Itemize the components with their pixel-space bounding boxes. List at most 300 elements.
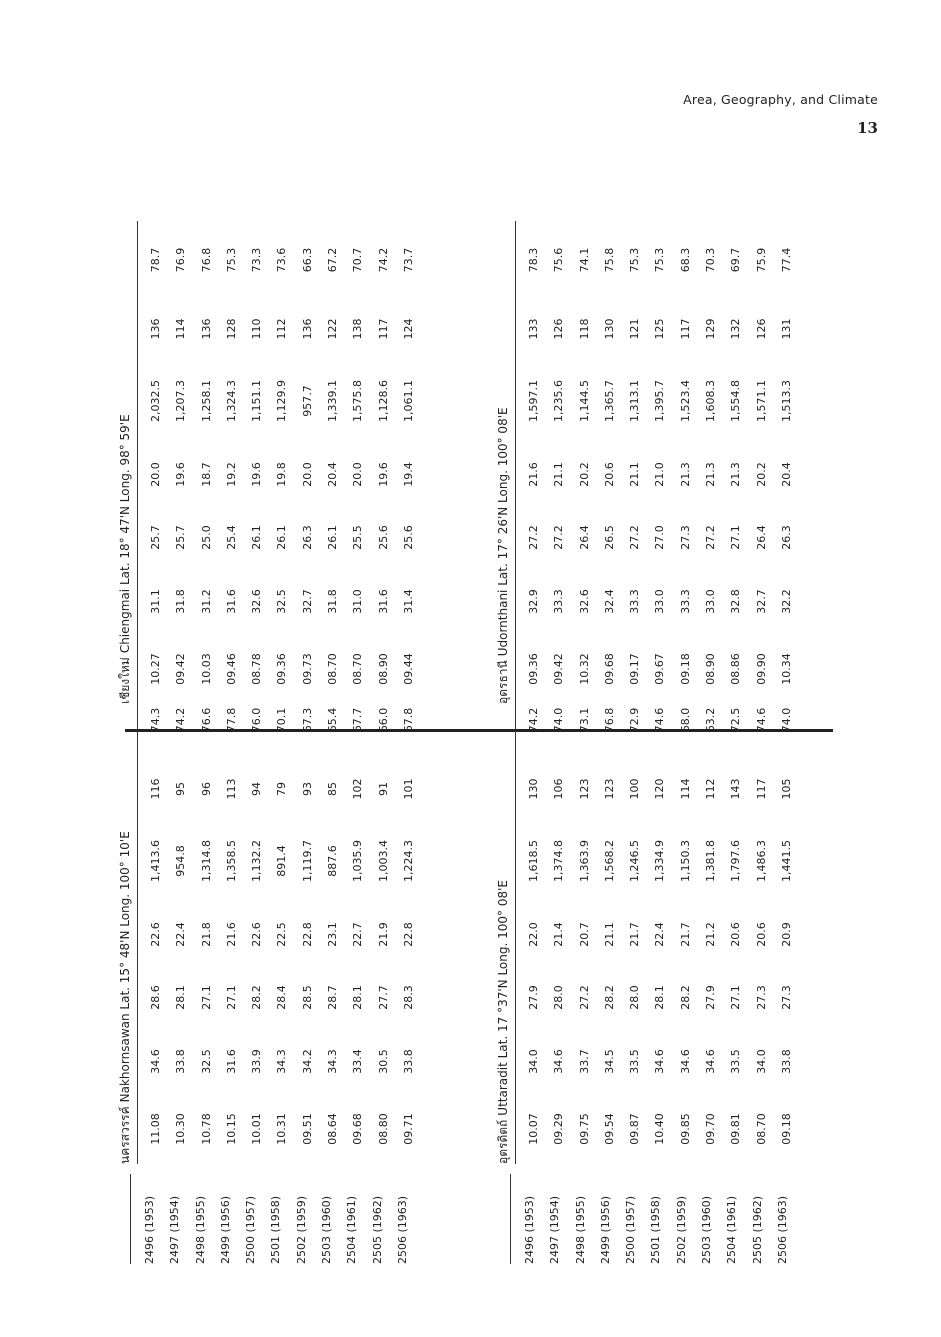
table-cell: 957.7 — [300, 385, 314, 417]
table-cell: 10.32 — [577, 653, 591, 685]
table-cell: 34.5 — [602, 1049, 616, 1074]
table-cell: 1,339.1 — [326, 380, 340, 422]
table-row — [244, 681, 269, 1164]
table-cell: 27.9 — [704, 985, 718, 1010]
table-cell: 09.75 — [577, 1113, 591, 1145]
table-cell: 34.6 — [704, 1049, 718, 1074]
station-thai-name: อุตรดิตถ์ — [496, 1119, 510, 1164]
station-thai-name: นครสวรรค์ — [118, 1106, 132, 1164]
table-cell: 75.8 — [602, 247, 616, 273]
table-cell: 33.3 — [628, 589, 642, 614]
table-cell: 1,381.8 — [704, 840, 718, 882]
table-cell: 76.9 — [174, 247, 188, 273]
table-cell: 28.0 — [552, 985, 566, 1010]
year-column-top — [130, 1174, 415, 1264]
table-cell: 28.5 — [300, 985, 314, 1010]
year-cell: 2500 (1957) — [624, 1195, 638, 1264]
table-cell: 117 — [678, 318, 692, 340]
table-cell: 129 — [704, 318, 718, 340]
table-cell: 09.17 — [628, 653, 642, 685]
table-cell: 1,568.2 — [602, 840, 616, 882]
table-cell: 31.8 — [174, 589, 188, 614]
table-row — [219, 221, 244, 704]
table-cell: 34.2 — [300, 1049, 314, 1074]
table-cell: 21.3 — [704, 462, 718, 487]
table-cell: 09.54 — [602, 1113, 616, 1145]
table-cell: 33.7 — [577, 1049, 591, 1074]
table-cell: 1,313.1 — [628, 380, 642, 422]
table-cell: 10.34 — [779, 653, 793, 685]
table-cell: 22.8 — [401, 922, 415, 947]
table-cell: 74.3 — [149, 707, 162, 733]
table-cell: 22.6 — [149, 922, 162, 947]
table-cell: 75.6 — [552, 247, 566, 273]
table-cell: 76.8 — [199, 247, 213, 273]
page-header — [683, 92, 878, 137]
station-location: Lat. 15° 48'N Long. 100° 10'E — [118, 831, 132, 1010]
table-row — [345, 221, 370, 704]
table-cell: 09.90 — [754, 653, 768, 685]
table-cell: 20.4 — [326, 462, 340, 487]
table-cell: 954.8 — [174, 845, 188, 877]
table-cell: 32.5 — [275, 589, 289, 614]
table-cell: 26.5 — [602, 525, 616, 550]
table-cell: 130 — [602, 318, 616, 340]
table-cell: 08.70 — [754, 1113, 768, 1145]
table-cell: 08.64 — [326, 1113, 340, 1145]
table-cell: 09.87 — [628, 1113, 642, 1145]
table-row — [219, 681, 244, 1164]
table-cell: 106 — [552, 778, 566, 800]
table-cell: 75.9 — [754, 247, 768, 273]
table-cell: 09.18 — [779, 1113, 793, 1145]
table-cell: 1,324.3 — [224, 380, 238, 422]
table-cell: 33.8 — [174, 1049, 188, 1074]
table-cell: 1,374.8 — [552, 840, 566, 882]
table-cell: 19.6 — [376, 462, 390, 487]
table-cell: 77.8 — [224, 707, 238, 733]
station-name: Uttaradit — [496, 1062, 510, 1116]
table-cell: 21.1 — [628, 462, 642, 487]
table-cell: 10.40 — [653, 1113, 667, 1145]
table-row — [749, 681, 774, 1164]
station-block-uttaradit — [493, 681, 823, 1164]
table-cell: 74.1 — [577, 247, 591, 273]
table-row — [295, 681, 320, 1164]
table-cell: 136 — [300, 318, 314, 340]
year-cell: 2505 (1962) — [750, 1195, 764, 1264]
table-cell: 1,003.4 — [376, 840, 390, 882]
table-cell: 891.4 — [275, 845, 289, 877]
table-cell: 21.3 — [729, 462, 743, 487]
table-cell: 28.6 — [149, 985, 162, 1010]
table-cell: 20.0 — [149, 462, 162, 487]
table-cell: 19.6 — [174, 462, 188, 487]
table-cell: 27.2 — [628, 525, 642, 550]
table-cell: 27.3 — [678, 525, 692, 550]
table-row — [774, 221, 799, 704]
table-row — [597, 681, 622, 1164]
table-row — [345, 681, 370, 1164]
table-cell: 25.7 — [174, 525, 188, 550]
station-block-udornthani — [493, 221, 823, 704]
year-cell: 2496 (1953) — [143, 1195, 156, 1264]
table-cell: 105 — [779, 778, 793, 800]
year-cell: 2504 (1961) — [345, 1195, 359, 1264]
station-thai-name: เชียงใหม่ — [118, 657, 132, 704]
table-cell: 1,258.1 — [199, 380, 213, 422]
year-cell: 2500 (1957) — [244, 1195, 258, 1264]
station-block-chiengmai — [115, 221, 445, 704]
table-row — [647, 221, 672, 704]
table-cell: 33.8 — [401, 1049, 415, 1074]
table-cell: 130 — [527, 778, 540, 800]
year-cell: 2497 (1954) — [548, 1195, 562, 1264]
table-cell: 120 — [653, 778, 667, 800]
table-cell: 1,235.6 — [552, 380, 566, 422]
table-cell: 18.7 — [199, 462, 213, 487]
table-cell: 09.68 — [602, 653, 616, 685]
table-cell: 1,150.3 — [678, 840, 692, 882]
table-cell: 32.9 — [527, 589, 540, 614]
table-cell: 122 — [326, 318, 340, 340]
table-cell: 09.71 — [401, 1113, 415, 1145]
table-cell: 25.0 — [199, 525, 213, 550]
table-cell: 09.46 — [224, 653, 238, 685]
table-cell: 09.36 — [275, 653, 289, 685]
table-row — [320, 681, 345, 1164]
table-cell: 26.4 — [577, 525, 591, 550]
table-cell: 26.3 — [779, 525, 793, 550]
table-cell: 09.42 — [174, 653, 188, 685]
table-cell: 1,129.9 — [275, 380, 289, 422]
table-cell: 10.07 — [527, 1113, 540, 1145]
table-row — [673, 221, 698, 704]
table-row — [546, 221, 571, 704]
table-cell: 09.51 — [300, 1113, 314, 1145]
table-cell: 31.1 — [149, 589, 162, 614]
table-cell: 33.0 — [653, 589, 667, 614]
table-cell: 27.1 — [224, 985, 238, 1010]
table-cell: 95 — [174, 782, 188, 796]
table-cell: 21.2 — [704, 922, 718, 947]
table-cell: 31.0 — [351, 589, 365, 614]
table-cell: 1,554.8 — [729, 380, 743, 422]
table-cell: 121 — [628, 318, 642, 340]
table-cell: 78.3 — [527, 247, 540, 273]
table-cell: 08.80 — [376, 1113, 390, 1145]
table-cell: 19.4 — [401, 462, 415, 487]
table-cell: 1,224.3 — [401, 840, 415, 882]
table-cell: 25.5 — [351, 525, 365, 550]
table-cell: 10.03 — [199, 653, 213, 685]
table-cell: 25.7 — [149, 525, 162, 550]
table-row — [396, 221, 421, 704]
table-cell: 08.90 — [704, 653, 718, 685]
table-cell: 65.4 — [326, 707, 340, 733]
table-row — [572, 221, 597, 704]
table-cell: 1,128.6 — [376, 380, 390, 422]
table-cell: 19.8 — [275, 462, 289, 487]
table-row — [698, 681, 723, 1164]
table-cell: 25.6 — [376, 525, 390, 550]
table-row — [673, 681, 698, 1164]
table-cell: 1,523.4 — [678, 380, 692, 422]
table-cell: 28.2 — [250, 985, 264, 1010]
table-cell: 21.1 — [602, 922, 616, 947]
table-cell: 20.6 — [602, 462, 616, 487]
table-cell: 19.2 — [224, 462, 238, 487]
station-rows — [521, 221, 799, 704]
table-cell: 31.6 — [224, 1049, 238, 1074]
table-cell: 26.3 — [300, 525, 314, 550]
table-row — [269, 221, 294, 704]
table-row — [194, 681, 219, 1164]
table-cell: 117 — [754, 778, 768, 800]
table-row — [396, 681, 421, 1164]
table-cell: 28.2 — [602, 985, 616, 1010]
table-cell: 1,358.5 — [224, 840, 238, 882]
table-cell: 21.4 — [552, 922, 566, 947]
table-cell: 32.2 — [779, 589, 793, 614]
year-cell: 2496 (1953) — [523, 1195, 536, 1264]
table-cell: 26.1 — [275, 525, 289, 550]
table-cell: 08.70 — [326, 653, 340, 685]
table-cell: 124 — [401, 318, 415, 340]
table-cell: 116 — [149, 778, 162, 800]
table-cell: 25.4 — [224, 525, 238, 550]
table-row — [244, 221, 269, 704]
year-cell: 2501 (1958) — [649, 1195, 663, 1264]
table-cell: 09.70 — [704, 1113, 718, 1145]
table-cell: 74.2 — [527, 707, 540, 733]
table-cell: 10.31 — [275, 1113, 289, 1145]
table-cell: 1,061.1 — [401, 380, 415, 422]
table-cell: 20.0 — [351, 462, 365, 487]
rotated-climate-table — [95, 134, 835, 1264]
table-cell: 21.7 — [628, 922, 642, 947]
table-cell: 133 — [527, 318, 540, 340]
table-cell: 28.1 — [653, 985, 667, 1010]
table-cell: 08.70 — [351, 653, 365, 685]
table-cell: 118 — [577, 318, 591, 340]
title-rule — [515, 221, 516, 704]
table-cell: 28.1 — [351, 985, 365, 1010]
table-cell: 27.3 — [779, 985, 793, 1010]
table-cell: 33.3 — [552, 589, 566, 614]
table-cell: 77.4 — [779, 247, 793, 273]
table-cell: 114 — [678, 778, 692, 800]
table-cell: 131 — [779, 318, 793, 340]
chapter-title: Area, Geography, and Climate — [683, 92, 878, 107]
table-cell: 08.90 — [376, 653, 390, 685]
table-cell: 09.42 — [552, 653, 566, 685]
table-cell: 21.9 — [376, 922, 390, 947]
table-cell: 1,395.7 — [653, 380, 667, 422]
table-row — [698, 221, 723, 704]
table-cell: 27.0 — [653, 525, 667, 550]
table-cell: 10.27 — [149, 653, 162, 685]
table-cell: 67.2 — [326, 247, 340, 273]
table-cell: 22.5 — [275, 922, 289, 947]
table-cell: 09.68 — [351, 1113, 365, 1145]
table-cell: 08.86 — [729, 653, 743, 685]
table-cell: 32.8 — [729, 589, 743, 614]
table-cell: 21.3 — [678, 462, 692, 487]
table-cell: 34.6 — [678, 1049, 692, 1074]
table-cell: 22.4 — [653, 922, 667, 947]
year-column-bottom — [510, 1174, 795, 1264]
year-cell: 2499 (1956) — [598, 1195, 612, 1264]
table-cell: 74.2 — [174, 707, 188, 733]
year-cell: 2503 (1960) — [320, 1195, 334, 1264]
table-cell: 93 — [300, 782, 314, 796]
title-rule — [515, 681, 516, 1164]
table-row — [622, 681, 647, 1164]
station-name: Nakhornsawan — [118, 1013, 132, 1103]
table-cell: 73.1 — [577, 707, 591, 733]
table-row — [295, 221, 320, 704]
station-name: Chiengmai — [118, 588, 132, 654]
table-cell: 30.5 — [376, 1049, 390, 1074]
table-cell: 22.8 — [300, 922, 314, 947]
table-cell: 91 — [376, 782, 390, 796]
table-cell: 110 — [250, 318, 264, 340]
table-cell: 1,132.2 — [250, 840, 264, 882]
table-cell: 117 — [376, 318, 390, 340]
table-cell: 31.6 — [376, 589, 390, 614]
table-cell: 132 — [729, 318, 743, 340]
table-cell: 79 — [275, 782, 289, 796]
table-cell: 26.1 — [326, 525, 340, 550]
table-cell: 28.4 — [275, 985, 289, 1010]
table-row — [168, 221, 193, 704]
table-cell: 21.8 — [199, 922, 213, 947]
table-cell: 28.0 — [628, 985, 642, 1010]
table-cell: 31.4 — [401, 589, 415, 614]
table-cell: 22.6 — [250, 922, 264, 947]
table-cell: 32.6 — [577, 589, 591, 614]
table-cell: 10.30 — [174, 1113, 188, 1145]
table-cell: 09.36 — [527, 653, 540, 685]
table-cell: 102 — [351, 778, 365, 800]
table-cell: 1,363.9 — [577, 840, 591, 882]
table-cell: 20.6 — [754, 922, 768, 947]
table-cell: 1,571.1 — [754, 380, 768, 422]
table-cell: 70.1 — [275, 707, 289, 733]
table-row — [320, 221, 345, 704]
table-cell: 27.1 — [729, 525, 743, 550]
table-row — [546, 681, 571, 1164]
table-cell: 1,575.8 — [351, 380, 365, 422]
table-cell: 74.0 — [779, 707, 793, 733]
table-cell: 28.7 — [326, 985, 340, 1010]
table-row — [597, 221, 622, 704]
table-cell: 1,486.3 — [754, 840, 768, 882]
table-row — [194, 221, 219, 704]
table-cell: 09.44 — [401, 653, 415, 685]
table-cell: 75.3 — [628, 247, 642, 273]
table-cell: 68.0 — [678, 707, 692, 733]
table-cell: 123 — [577, 778, 591, 800]
table-cell: 73.3 — [250, 247, 264, 273]
table-cell: 1,608.3 — [704, 380, 718, 422]
station-title — [115, 414, 135, 704]
table-cell: 112 — [704, 778, 718, 800]
table-cell: 27.9 — [527, 985, 540, 1010]
table-cell: 20.6 — [729, 922, 743, 947]
table-cell: 73.7 — [401, 247, 415, 273]
table-row — [572, 681, 597, 1164]
table-row — [269, 681, 294, 1164]
table-cell: 128 — [224, 318, 238, 340]
table-cell: 34.6 — [552, 1049, 566, 1074]
table-cell: 33.3 — [678, 589, 692, 614]
table-cell: 63.2 — [704, 707, 718, 733]
year-cell: 2498 (1955) — [193, 1195, 207, 1264]
table-cell: 27.2 — [527, 525, 540, 550]
table-row — [723, 681, 748, 1164]
table-cell: 32.4 — [602, 589, 616, 614]
station-thai-name: อุดรธานี — [496, 660, 510, 704]
table-cell: 10.01 — [250, 1113, 264, 1145]
table-cell: 75.3 — [224, 247, 238, 273]
table-cell: 72.5 — [729, 707, 743, 733]
table-cell: 112 — [275, 318, 289, 340]
table-cell: 27.1 — [729, 985, 743, 1010]
table-cell: 68.3 — [678, 247, 692, 273]
table-cell: 34.6 — [149, 1049, 162, 1074]
station-rows — [143, 221, 421, 704]
table-cell: 1,797.6 — [729, 840, 743, 882]
table-row — [774, 681, 799, 1164]
table-cell: 34.0 — [754, 1049, 768, 1074]
table-cell: 33.8 — [779, 1049, 793, 1074]
table-cell: 100 — [628, 778, 642, 800]
table-cell: 1,207.3 — [174, 380, 188, 422]
table-cell: 2,032.5 — [149, 380, 162, 422]
table-cell: 20.2 — [577, 462, 591, 487]
station-rows — [143, 681, 421, 1164]
table-cell: 67.7 — [351, 707, 365, 733]
table-cell: 08.78 — [250, 653, 264, 685]
table-row — [371, 681, 396, 1164]
station-rows — [521, 681, 799, 1164]
table-cell: 27.2 — [577, 985, 591, 1010]
table-cell: 1,365.7 — [602, 380, 616, 422]
table-cell: 887.6 — [326, 845, 340, 877]
year-cell: 2506 (1963) — [775, 1195, 789, 1264]
table-cell: 31.6 — [224, 589, 238, 614]
station-title — [493, 407, 513, 704]
table-cell: 20.2 — [754, 462, 768, 487]
table-cell: 11.08 — [149, 1113, 162, 1145]
table-row — [143, 681, 168, 1164]
table-row — [143, 221, 168, 704]
table-cell: 10.15 — [224, 1113, 238, 1145]
table-cell: 32.6 — [250, 589, 264, 614]
station-location: Lat. 18° 47'N Long. 98° 59'E — [118, 414, 132, 586]
table-cell: 27.2 — [704, 525, 718, 550]
table-cell: 33.5 — [729, 1049, 743, 1074]
table-cell: 20.4 — [779, 462, 793, 487]
table-cell: 1,119.7 — [300, 840, 314, 882]
table-cell: 1,334.9 — [653, 840, 667, 882]
table-cell: 66.0 — [376, 707, 390, 733]
table-cell: 70.7 — [351, 247, 365, 273]
table-cell: 21.0 — [653, 462, 667, 487]
table-cell: 1,035.9 — [351, 840, 365, 882]
